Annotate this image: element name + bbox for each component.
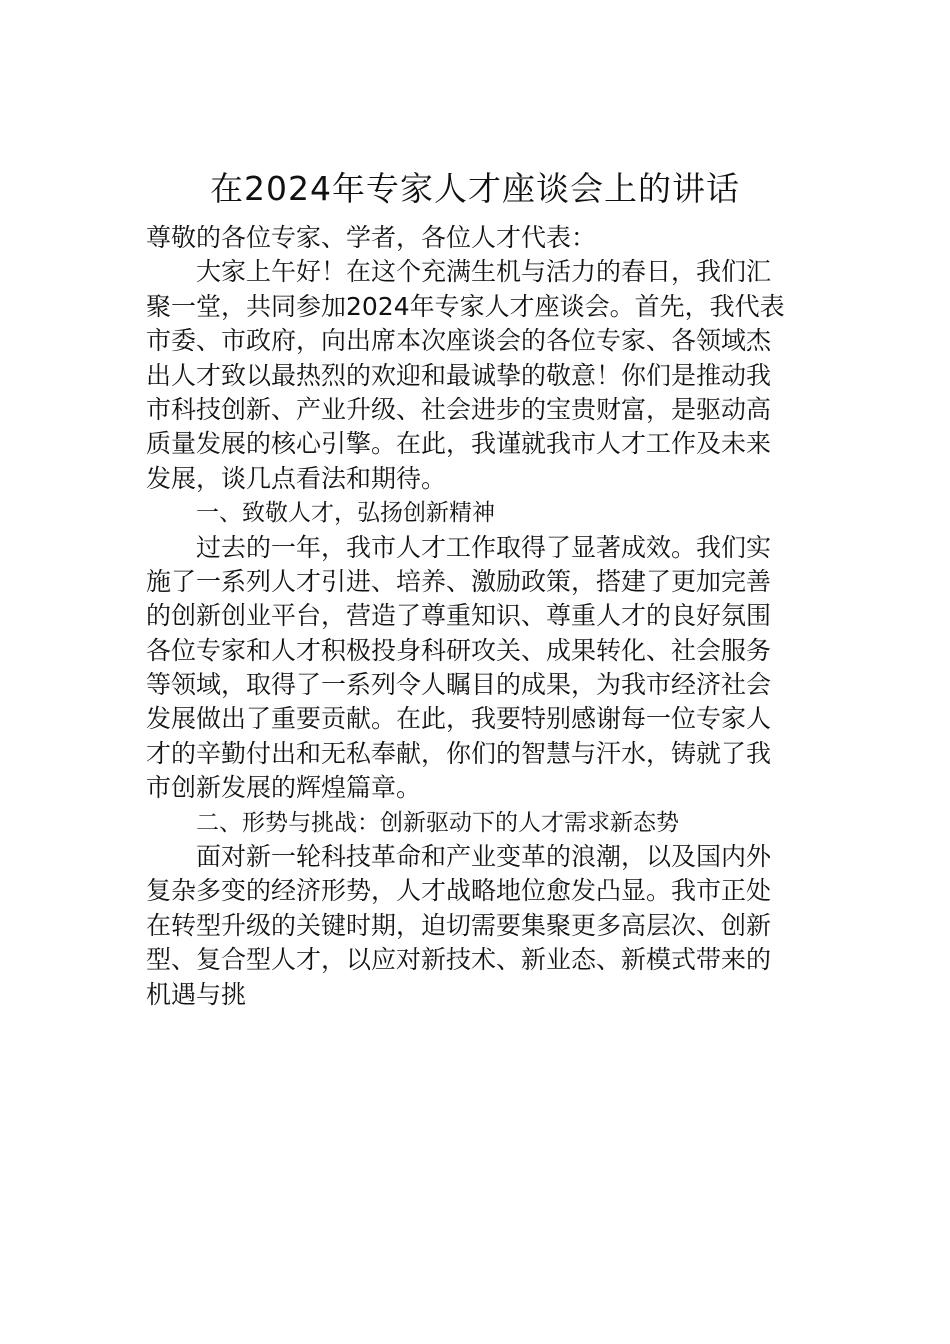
paragraph-line: 发展做出了重要贡献。在此，我要特别感谢每一位专家人 <box>146 704 772 734</box>
paragraph-line: 过去的一年，我市人才工作取得了显著成效。我们实 <box>196 532 772 562</box>
paragraph-line: 的创新创业平台，营造了尊重知识、尊重人才的良好氛围 <box>146 601 772 631</box>
paragraph-line: 复杂多变的经济形势，人才战略地位愈发凸显。我市正处 <box>146 876 772 906</box>
paragraph-line: 等领域，取得了一系列令人瞩目的成果，为我市经济社会 <box>146 670 772 700</box>
paragraph-line: 机遇与挑 <box>146 979 247 1009</box>
paragraph-line: 大家上午好！在这个充满生机与活力的春日，我们汇 <box>196 257 772 287</box>
section-heading-2: 二、形势与挑战：创新驱动下的人才需求新态势 <box>196 809 679 836</box>
paragraph-line: 面对新一轮科技革命和产业变革的浪潮，以及国内外 <box>196 842 772 872</box>
paragraph-line: 质量发展的核心引擎。在此，我谨就我市人才工作及未来 <box>146 429 772 459</box>
section-heading-1: 一、致敬人才，弘扬创新精神 <box>196 500 495 527</box>
paragraph-line: 出人才致以最热烈的欢迎和最诚挚的敬意！你们是推动我 <box>146 360 772 390</box>
paragraph-line: 型、复合型人才，以应对新技术、新业态、新模式带来的 <box>146 945 772 975</box>
paragraph-line: 市委、市政府，向出席本次座谈会的各位专家、各领域杰 <box>146 326 772 356</box>
paragraph-line: 才的辛勤付出和无私奉献，你们的智慧与汗水，铸就了我 <box>146 738 772 768</box>
document-body <box>146 221 808 1012</box>
document-title: 在2024年专家人才座谈会上的讲话 <box>210 169 740 208</box>
paragraph-line: 各位专家和人才积极投身科研攻关、成果转化、社会服务 <box>146 635 772 665</box>
paragraph-line: 市科技创新、产业升级、社会进步的宝贵财富，是驱动高 <box>146 394 772 424</box>
paragraph-line: 发展，谈几点看法和期待。 <box>146 463 447 493</box>
salutation-line: 尊敬的各位专家、学者，各位人才代表： <box>146 223 597 252</box>
paragraph-line: 施了一系列人才引进、培养、激励政策，搭建了更加完善 <box>146 566 772 596</box>
paragraph-line: 在转型升级的关键时期，迫切需要集聚更多高层次、创新 <box>146 910 772 940</box>
paragraph-line: 聚一堂，共同参加2024年专家人才座谈会。首先，我代表 <box>146 291 785 321</box>
paragraph-line: 市创新发展的辉煌篇章。 <box>146 773 422 803</box>
